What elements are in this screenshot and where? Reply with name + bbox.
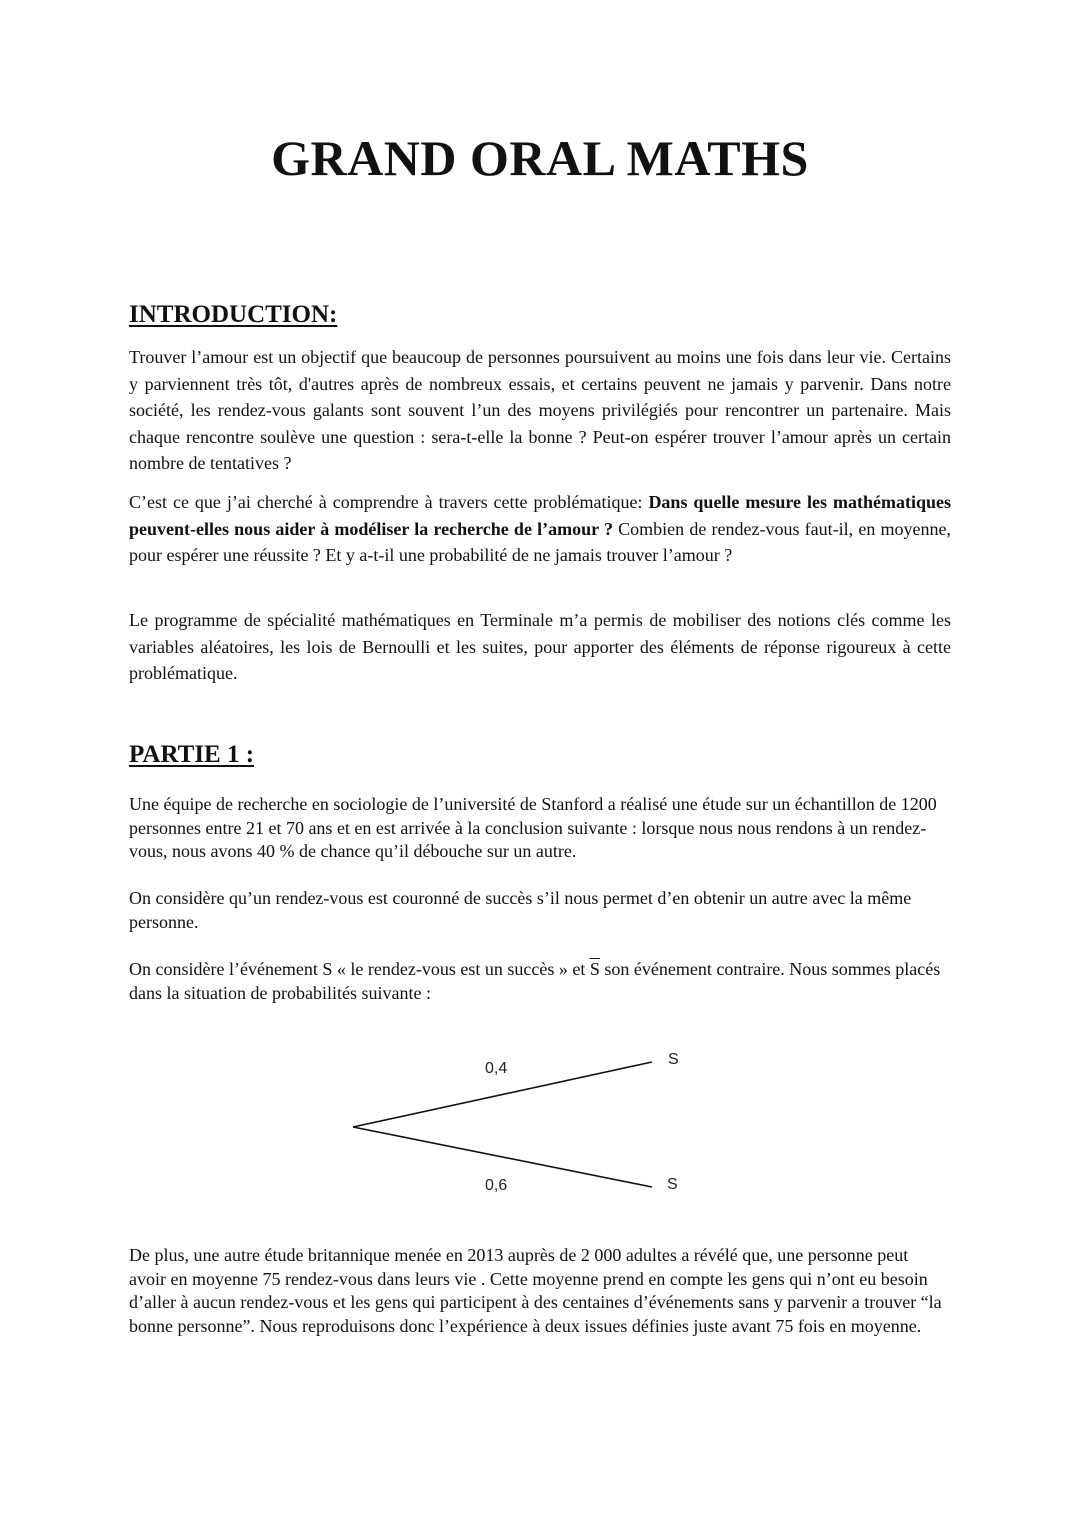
document-title: GRAND ORAL MATHS [271,130,809,186]
branch-bottom-probability: 0,6 [485,1177,508,1194]
problematique-question: Dans quelle mesure les mathématiques peuvent-elles nous aider à modéliser la recherche de l’amour ? [129,492,951,539]
probability-tree [340,1040,700,1210]
problematique-intro-text: C’est ce que j’ai cherché à comprendre à travers cette problématique: [129,492,649,512]
partie-1-paragraph-2: On considère qu’un rendez-vous est couronné de succès s’il nous permet d’en obtenir un autre avec la même personne. [129,888,912,932]
event-definition-text: On considère l’événement S « le rendez-vous est un succès » et [129,959,590,979]
introduction-paragraph-2 [129,489,951,569]
probability-tree-branches [340,1040,700,1210]
partie-1-paragraph-4: De plus, une autre étude britannique menée en 2013 auprès de 2 000 adultes a révélé que, une personne peut avoir en moyenne 75 rendez-vous dans leurs vie . Cette moyenne prend en compte les gens qui n’ont eu besoin d’aller à aucun rendez-vous et les gens qui participent à des centaines d’événements sans y parvenir a trouver “la bonne personne”. Nous reproduisons donc l’expérience à deux issues définies juste avant 75 fois en moyenne. [129,1245,942,1336]
complement-event-symbol: $\overline{S}$ [589,959,600,979]
problematique-followup-text: Combien de rendez-vous faut-il, en moyenne, pour espérer une réussite ? Et y a-t-il une probabilité de ne jamais trouver l’amour ? [129,518,951,565]
introduction-paragraph-3: Le programme de spécialité mathématiques en Terminale m’a permis de mobiliser des notions clés comme les variables aléatoires, les lois de Bernoulli et les suites, pour apporter des éléments de réponse rigoureux à cette problématique. [129,610,951,683]
event-definition-suffix: son événement contraire. Nous sommes placés dans la situation de probabilités suivante : [129,959,941,1003]
partie-1-heading: PARTIE 1 : [129,741,255,768]
partie-1-paragraph-1: Une équipe de recherche en sociologie de l’université de Stanford a réalisé une étude sur un échantillon de 1200 personnes entre 21 et 70 ans et en est arrivée à la conclusion suivante : lorsque nous nous rendons à un rendez-vous, nous avons 40 % de chance qu’il débouche sur un autre. [129,794,937,861]
branch-top-probability: 0,4 [485,1060,508,1077]
branch-top-outcome: S [668,1051,679,1068]
partie-1-paragraph-3 [129,958,949,1005]
introduction-heading: INTRODUCTION: [129,301,338,328]
branch-bottom-outcome: S [667,1176,678,1193]
introduction-paragraph-1: Trouver l’amour est un objectif que beaucoup de personnes poursuivent au moins une fois dans leur vie. Certains y parviennent très tôt, d'autres après de nombreux essais, et certains peuvent ne jamais y parvenir. Dans notre société, les rendez-vous galants sont souvent l’un des moyens privilégiés pour rencontrer un partenaire. Mais chaque rencontre soulève une question : sera-t-elle la bonne ? Peut-on espérer trouver l’amour après un certain nombre de tentatives ? [129,347,951,473]
